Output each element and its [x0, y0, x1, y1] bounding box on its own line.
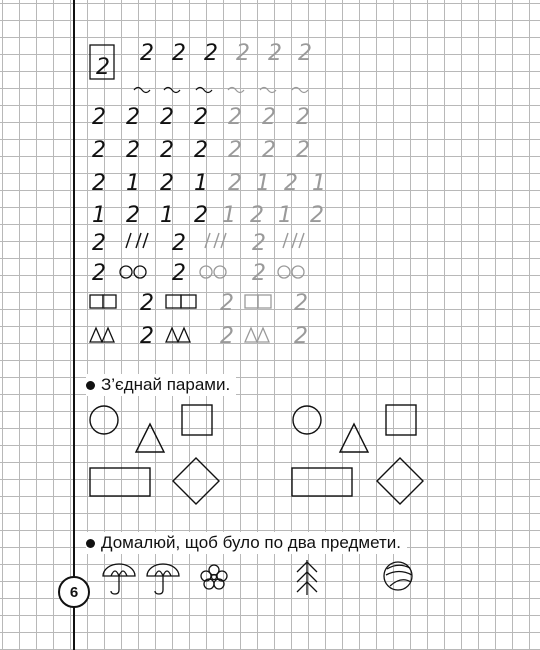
- bullet-icon: [86, 381, 95, 390]
- digit-mark: 2: [298, 41, 312, 66]
- digit-mark: 2: [160, 105, 174, 130]
- tracing-row-5: [92, 203, 324, 228]
- digit-mark: 2: [284, 171, 298, 196]
- digit-mark: 1: [194, 171, 208, 196]
- digit-mark: 2: [140, 41, 154, 66]
- tracing-row-9: [140, 324, 308, 349]
- digit-mark: 2: [92, 231, 106, 256]
- tracing-row-4: [92, 171, 326, 196]
- digit-mark: 2: [160, 171, 174, 196]
- tracing-row-8: [140, 291, 308, 316]
- digit-mark: 2: [92, 138, 106, 163]
- digit-mark: 2: [194, 138, 208, 163]
- tracing-row-7: [92, 261, 266, 286]
- digit-mark: 2: [204, 41, 218, 66]
- digit-mark: 2: [228, 105, 242, 130]
- digit-mark: 1: [278, 203, 292, 228]
- digit-mark: 2: [92, 105, 106, 130]
- digit-mark: 2: [92, 261, 106, 286]
- digit-mark: 2: [172, 231, 186, 256]
- digit-mark: 2: [220, 291, 234, 316]
- digit-mark: 2: [262, 138, 276, 163]
- digit-mark: 2: [296, 105, 310, 130]
- digit-mark: 1: [92, 203, 106, 228]
- digit-mark: 2: [140, 291, 154, 316]
- digit-mark: 2: [268, 41, 282, 66]
- digit-mark: 2: [296, 138, 310, 163]
- digit-mark: 2: [172, 41, 186, 66]
- instruction-connect-pairs: [86, 374, 236, 396]
- digit-mark: 2: [236, 41, 250, 66]
- digit-mark: 2: [294, 291, 308, 316]
- instruction-draw-more: [86, 532, 407, 554]
- digit-mark: 2: [310, 203, 324, 228]
- digit-mark: 1: [160, 203, 174, 228]
- page-number: 6: [58, 576, 90, 608]
- digit-mark: 1: [312, 171, 326, 196]
- instruction-text: З’єднай парами.: [101, 375, 231, 394]
- digit-mark: 2: [126, 203, 140, 228]
- digit-mark: 2: [126, 105, 140, 130]
- tracing-row-3: [92, 138, 310, 163]
- digit-mark: 2: [160, 138, 174, 163]
- digit-mark: 2: [228, 138, 242, 163]
- digit-mark: 2: [92, 171, 106, 196]
- tracing-row-2: [92, 105, 310, 130]
- digit-mark: 2: [172, 261, 186, 286]
- digit-mark: 1: [222, 203, 236, 228]
- digit-mark: 2: [126, 138, 140, 163]
- digit-mark: 2: [252, 231, 266, 256]
- digit-mark: 2: [228, 171, 242, 196]
- digit-mark: 2: [250, 203, 264, 228]
- digit-mark: 2: [220, 324, 234, 349]
- bullet-icon: [86, 539, 95, 548]
- digit-mark: 1: [126, 171, 140, 196]
- digit-mark: 2: [262, 105, 276, 130]
- digit-mark: 2: [96, 55, 110, 80]
- digit-mark: 2: [140, 324, 154, 349]
- digit-mark: 2: [194, 105, 208, 130]
- instruction-text: Домалюй, щоб було по два предмети.: [101, 533, 401, 552]
- digit-mark: 1: [256, 171, 270, 196]
- example-row: [96, 41, 312, 80]
- digit-mark: 2: [194, 203, 208, 228]
- digit-mark: 2: [294, 324, 308, 349]
- digit-mark: 2: [252, 261, 266, 286]
- tracing-row-6: [92, 231, 266, 256]
